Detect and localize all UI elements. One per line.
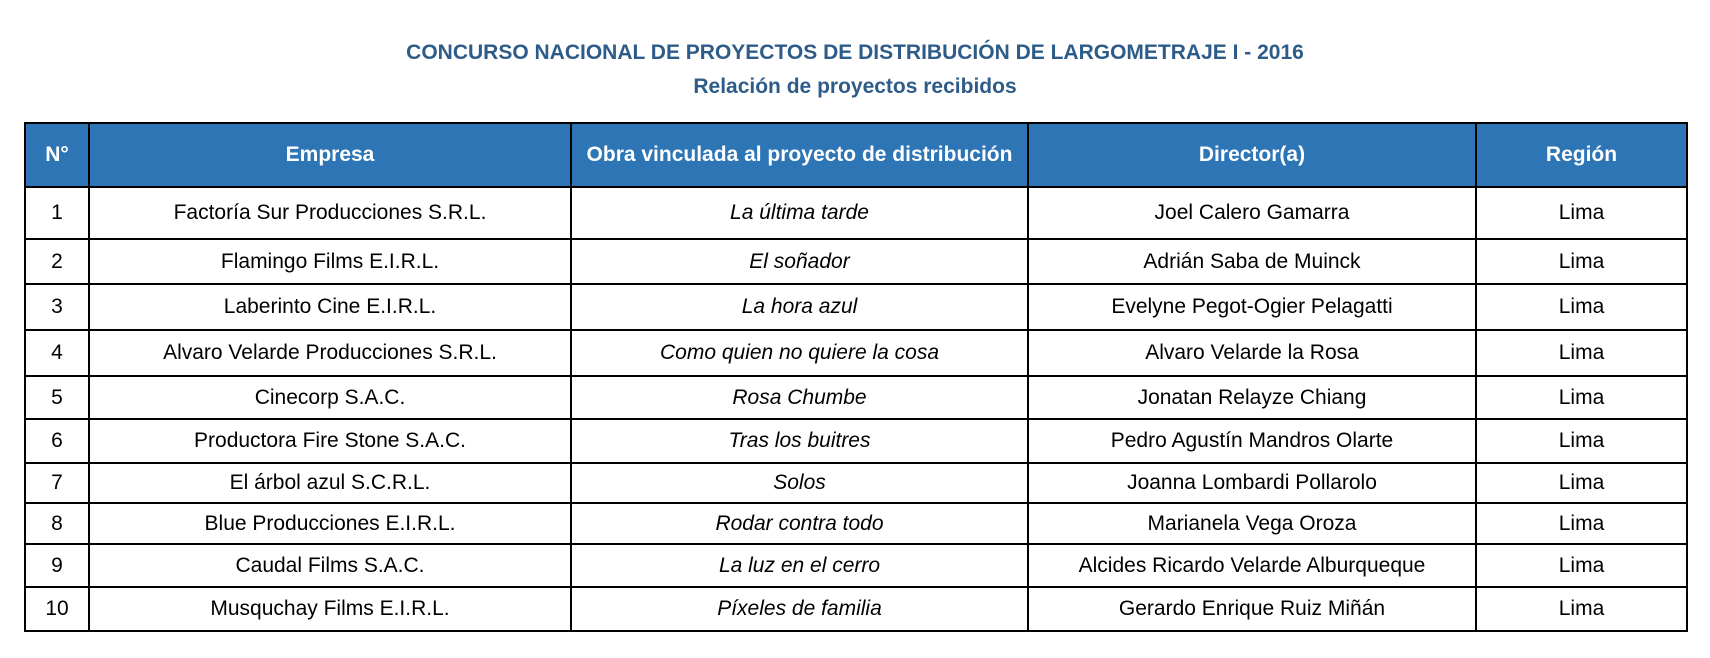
cell-number: 2 [25,239,89,284]
document-subtitle: Relación de proyectos recibidos [693,75,1017,98]
table-row [25,544,1687,587]
cell-empresa: Flamingo Films E.I.R.L. [89,239,571,284]
cell-region: Lima [1476,503,1687,544]
cell-region: Lima [1476,376,1687,419]
cell-director: Alvaro Velarde la Rosa [1028,330,1476,376]
table-header-row [25,123,1687,187]
cell-director: Joanna Lombardi Pollarolo [1028,463,1476,503]
table-row [25,284,1687,330]
cell-region: Lima [1476,330,1687,376]
header-number: N° [25,123,89,187]
header-empresa: Empresa [89,123,571,187]
header-director: Director(a) [1028,123,1476,187]
cell-director: Alcides Ricardo Velarde Alburqueque [1028,544,1476,587]
table-row [25,187,1687,239]
cell-region: Lima [1476,239,1687,284]
cell-number: 3 [25,284,89,330]
header-region: Región [1476,123,1687,187]
cell-number: 10 [25,587,89,631]
cell-director: Pedro Agustín Mandros Olarte [1028,419,1476,463]
projects-table [24,122,1688,632]
cell-director: Evelyne Pegot-Ogier Pelagatti [1028,284,1476,330]
table-row [25,587,1687,631]
cell-region: Lima [1476,463,1687,503]
cell-number: 4 [25,330,89,376]
table-row [25,376,1687,419]
cell-director: Joel Calero Gamarra [1028,187,1476,239]
cell-region: Lima [1476,284,1687,330]
table-row [25,239,1687,284]
cell-region: Lima [1476,419,1687,463]
cell-empresa: Productora Fire Stone S.A.C. [89,419,571,463]
cell-empresa: Blue Producciones E.I.R.L. [89,503,571,544]
cell-obra: Solos [571,463,1028,503]
cell-empresa: Factoría Sur Producciones S.R.L. [89,187,571,239]
cell-empresa: Caudal Films S.A.C. [89,544,571,587]
cell-number: 5 [25,376,89,419]
cell-obra: Píxeles de familia [571,587,1028,631]
cell-empresa: El árbol azul S.C.R.L. [89,463,571,503]
cell-obra: La luz en el cerro [571,544,1028,587]
cell-empresa: Cinecorp S.A.C. [89,376,571,419]
cell-director: Adrián Saba de Muinck [1028,239,1476,284]
cell-director: Marianela Vega Oroza [1028,503,1476,544]
cell-number: 1 [25,187,89,239]
header-obra: Obra vinculada al proyecto de distribución [571,123,1028,187]
cell-director: Jonatan Relayze Chiang [1028,376,1476,419]
cell-obra: Rodar contra todo [571,503,1028,544]
document-header [0,36,1710,104]
cell-number: 9 [25,544,89,587]
table-row [25,419,1687,463]
cell-empresa: Laberinto Cine E.I.R.L. [89,284,571,330]
cell-obra: Como quien no quiere la cosa [571,330,1028,376]
cell-empresa: Musquchay Films E.I.R.L. [89,587,571,631]
table-row [25,463,1687,503]
cell-director: Gerardo Enrique Ruiz Miñán [1028,587,1476,631]
table-row [25,503,1687,544]
cell-obra: La hora azul [571,284,1028,330]
table-row [25,330,1687,376]
cell-number: 6 [25,419,89,463]
cell-obra: La última tarde [571,187,1028,239]
cell-region: Lima [1476,544,1687,587]
cell-number: 8 [25,503,89,544]
cell-obra: Tras los buitres [571,419,1028,463]
cell-obra: El soñador [571,239,1028,284]
cell-region: Lima [1476,187,1687,239]
cell-number: 7 [25,463,89,503]
cell-region: Lima [1476,587,1687,631]
document-title: CONCURSO NACIONAL DE PROYECTOS DE DISTRIBUCIÓN DE LARGOMETRAJE I - 2016 [406,41,1304,64]
cell-obra: Rosa Chumbe [571,376,1028,419]
cell-empresa: Alvaro Velarde Producciones S.R.L. [89,330,571,376]
